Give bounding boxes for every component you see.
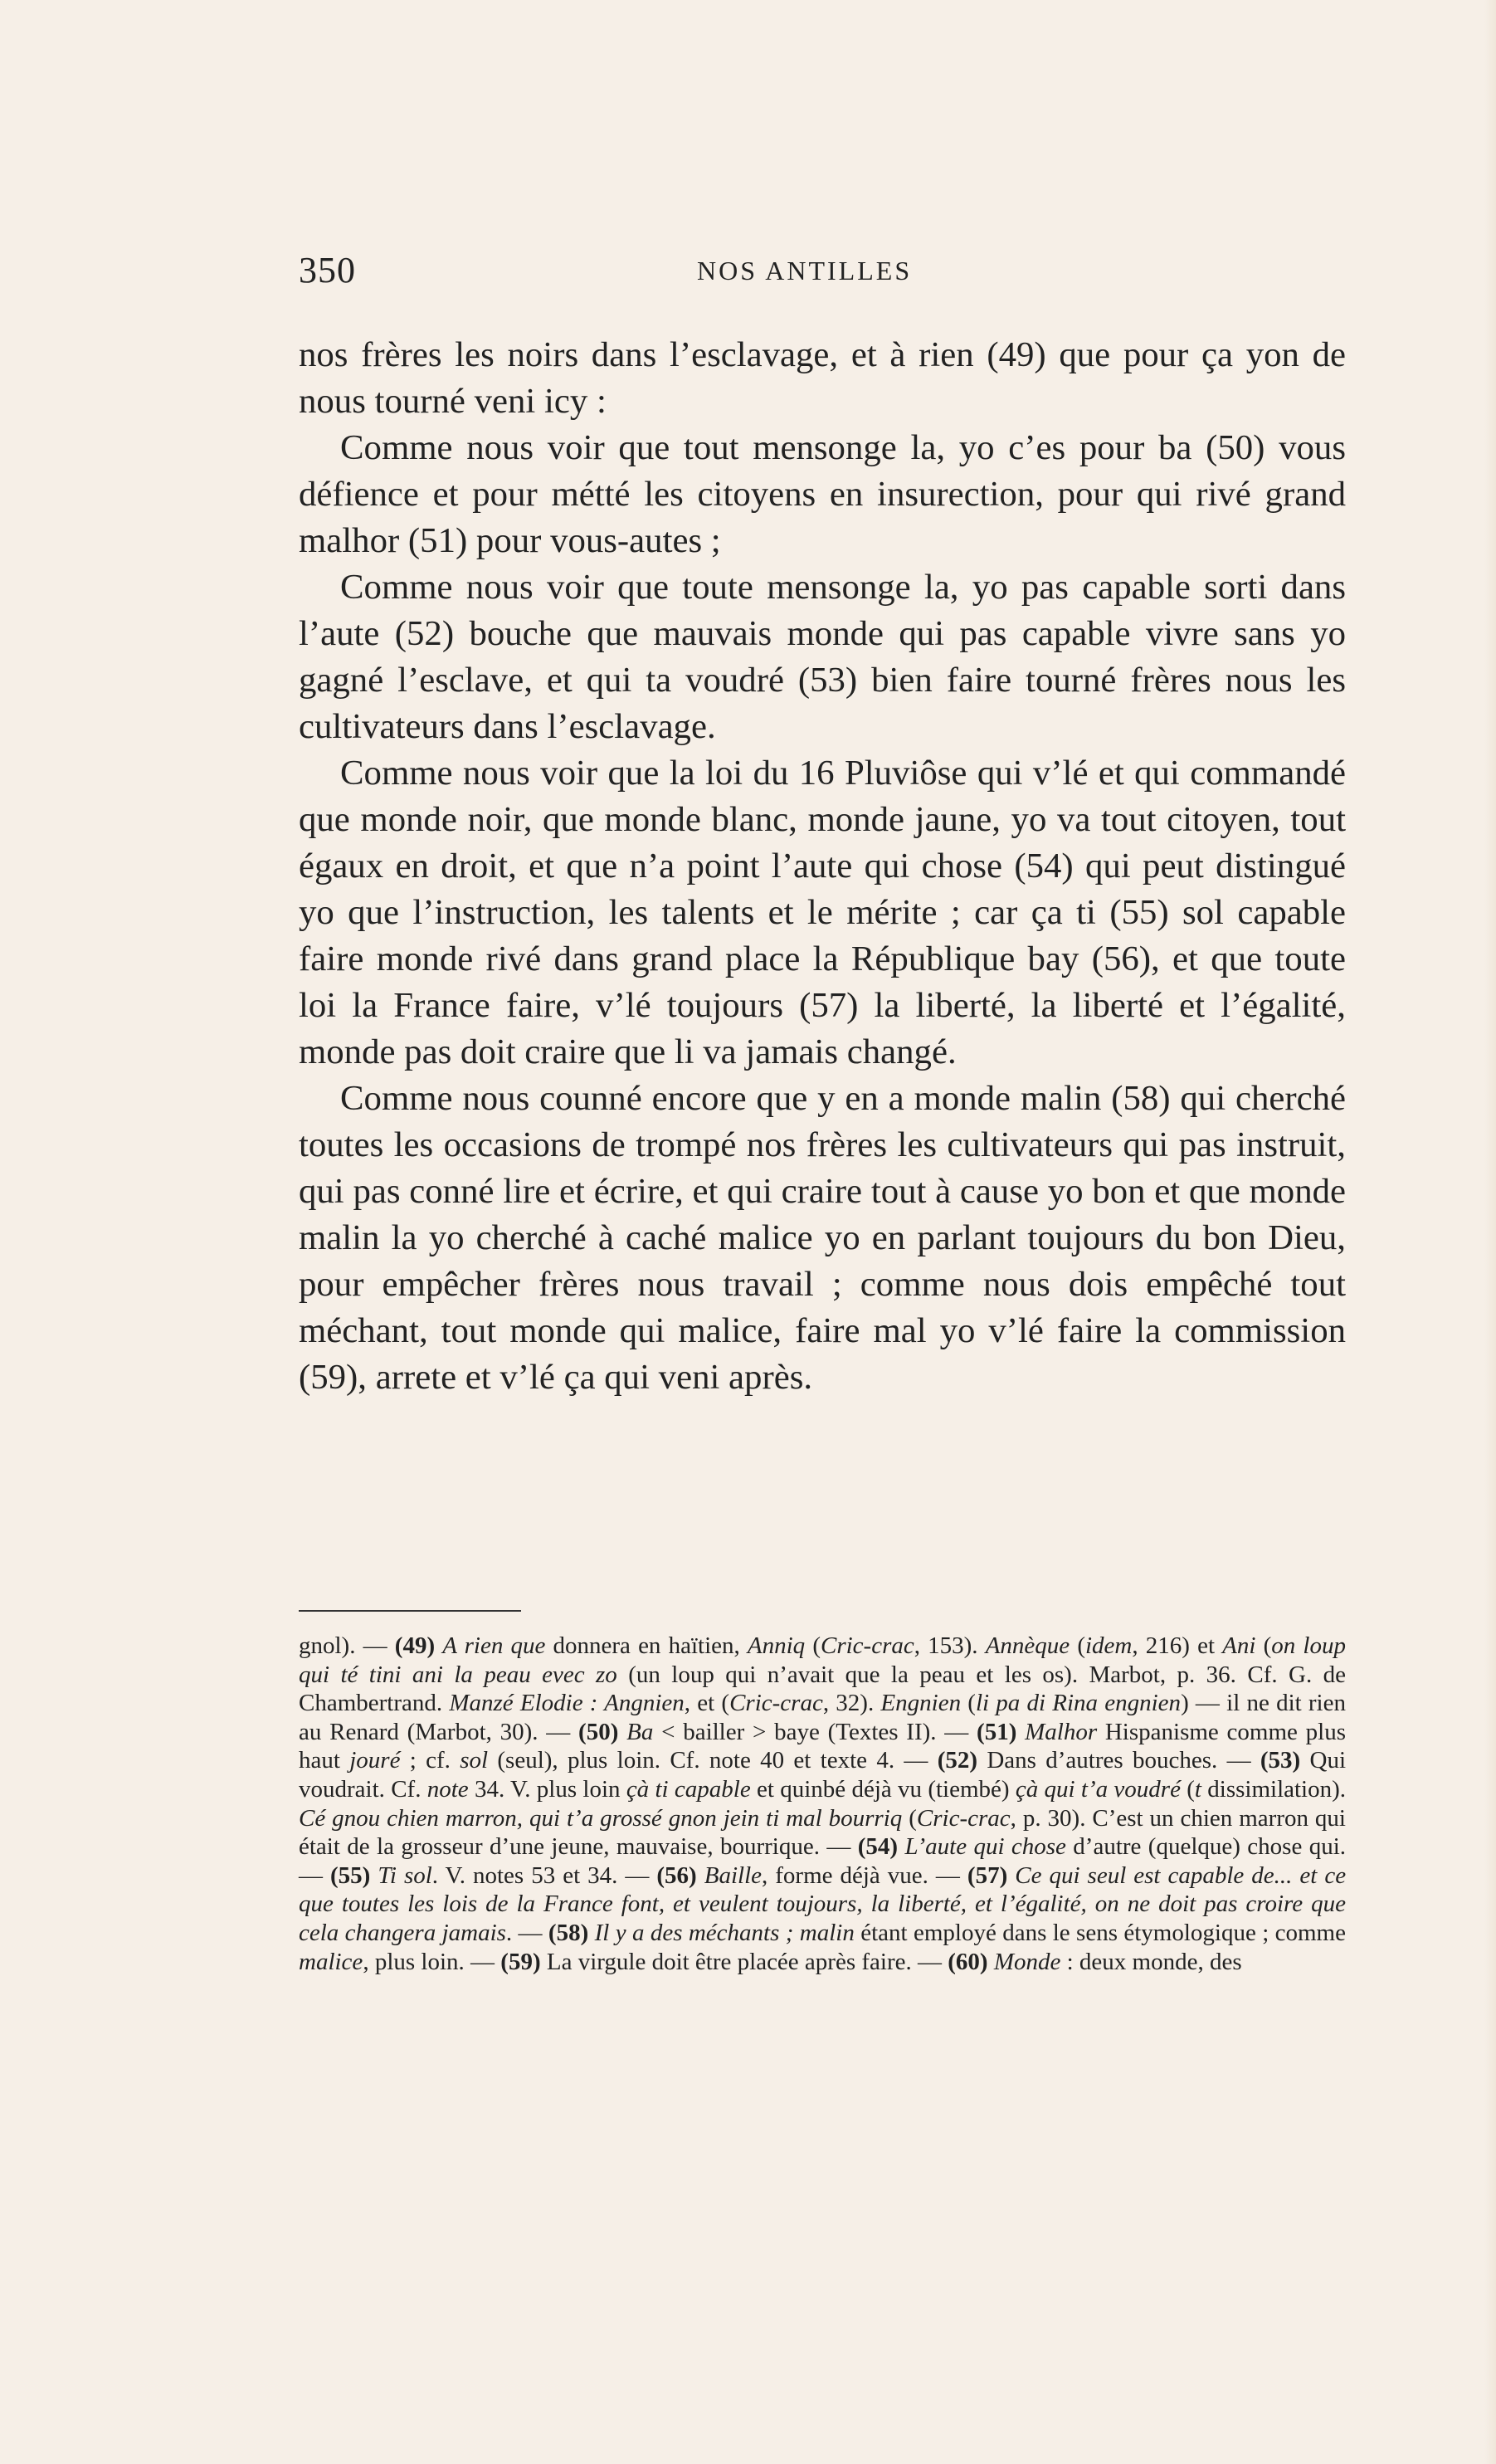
paragraph: Comme nous voir que la loi du 16 Pluviôse qui v’lé et qui commandé que monde noir, que monde blanc, monde jaune, yo va tout citoyen, tout égaux en droit, et que n’a point l’aute qui chose (54) qui peut distingué yo que l’instruction, les talents et le mérite ; car ça ti (55) sol capable faire monde rivé dans grand place la République bay (56), et que toute loi la France faire, v’lé toujours (57) la liberté, la liberté et l’égalité, monde pas doit craire que li va jamais changé.: [299, 754, 1346, 1071]
paragraph: nos frères les noirs dans l’esclavage, et à rien (49) que pour ça yon de nous tourné veni icy :: [299, 335, 1346, 421]
page-edge-shadow: [1484, 0, 1496, 2464]
footnotes: [299, 1632, 1346, 1976]
note-number: (52): [937, 1747, 978, 1774]
paragraph: Comme nous voir que toute mensonge la, yo pas capable sorti dans l’aute (52) bouche que mauvais monde qui pas capable vivre sans yo gagné l’esclave, et qui ta voudré (53) bien faire tourné frères nous les cultivateurs dans l’esclavage.: [299, 568, 1346, 746]
running-head: NOS ANTILLES: [697, 256, 913, 285]
note-number: (57): [967, 1861, 1008, 1889]
paragraph: Comme nous counné encore que y en a monde malin (58) qui cherché toutes les occasions de trompé nos frères les cultivateurs qui pas instruit, qui pas conné lire et écrire, et qui craire tout à cause yo bon et que monde malin la yo cherché à caché malice yo en parlant toujours du bon Dieu, pour empêcher frères nous travail ; comme nous dois empêché tout méchant, tout monde qui malice, faire mal yo v’lé faire la commission (59), arrete et v’lé ça qui veni après.: [299, 1079, 1346, 1397]
footnote-block: gnol). — (49) A rien que donnera en haïtien, Anniq (Cric-crac, 153). Annèque (idem, 216) et Ani (on loup qui té tini ani la peau evec zo (un loup qui n’avait que la peau et les os). Marbot, p. 36. Cf. G. de Chambertrand. Manzé Elodie : Angnien, et (Cric-crac, 32). Engnien (li pa di Rina engnien) — il ne dit rien au Renard (Marbot, 30). — (50) Ba < bailler > baye (Textes II). — (51) Malhor Hispanisme comme plus haut jouré ; cf. sol (seul), plus loin. Cf. note 40 et texte 4. — (52) Dans d’autres bouches. — (53) Qui voudrait. Cf. note 34. V. plus loin çà ti capable et quinbé déjà vu (tiembé) çà qui t’a voudré (t dissimilation). Cé gnou chien marron, qui t’a grossé gnon jein ti mal bourriq (Cric-crac, p. 30). C’est un chien marron qui était de la grosseur d’une jeune, mauvaise, bourrique. — (54) L’aute qui chose d’autre (quelque) chose qui. — (55) Ti sol. V. notes 53 et 34. — (56) Baille, forme déjà vue. — (57) Ce qui seul est capable de... et ce que toutes les lois de la France font, et veulent toujours, la liberté, et l’égalité, on ne doit pas croire que cela changera jamais. — (58) Il y a des méchants ; malin étant employé dans le sens étymologique ; comme malice, plus loin. — (59) La virgule doit être placée après faire. — (60) Monde : deux monde, des: [299, 1632, 1347, 1975]
note-number: (49): [394, 1632, 436, 1659]
note-number: (55): [330, 1861, 371, 1889]
main-text: [299, 332, 1346, 1401]
note-number: (54): [857, 1833, 899, 1861]
note-number: (60): [948, 1948, 988, 1975]
page-header: [299, 249, 1346, 290]
note-number: (50): [578, 1718, 619, 1745]
footnote-separator: [299, 1610, 521, 1612]
page-number: 350: [299, 250, 356, 290]
note-number: (51): [977, 1718, 1017, 1745]
note-number: (58): [548, 1919, 589, 1946]
paragraph: Comme nous voir que tout mensonge la, yo c’es pour ba (50) vous défience et pour métté les citoyens en insurection, pour qui rivé grand malhor (51) pour vous-autes ;: [299, 428, 1346, 560]
note-number: (53): [1260, 1747, 1301, 1774]
note-number: (59): [500, 1948, 541, 1975]
note-number: (56): [656, 1861, 697, 1889]
